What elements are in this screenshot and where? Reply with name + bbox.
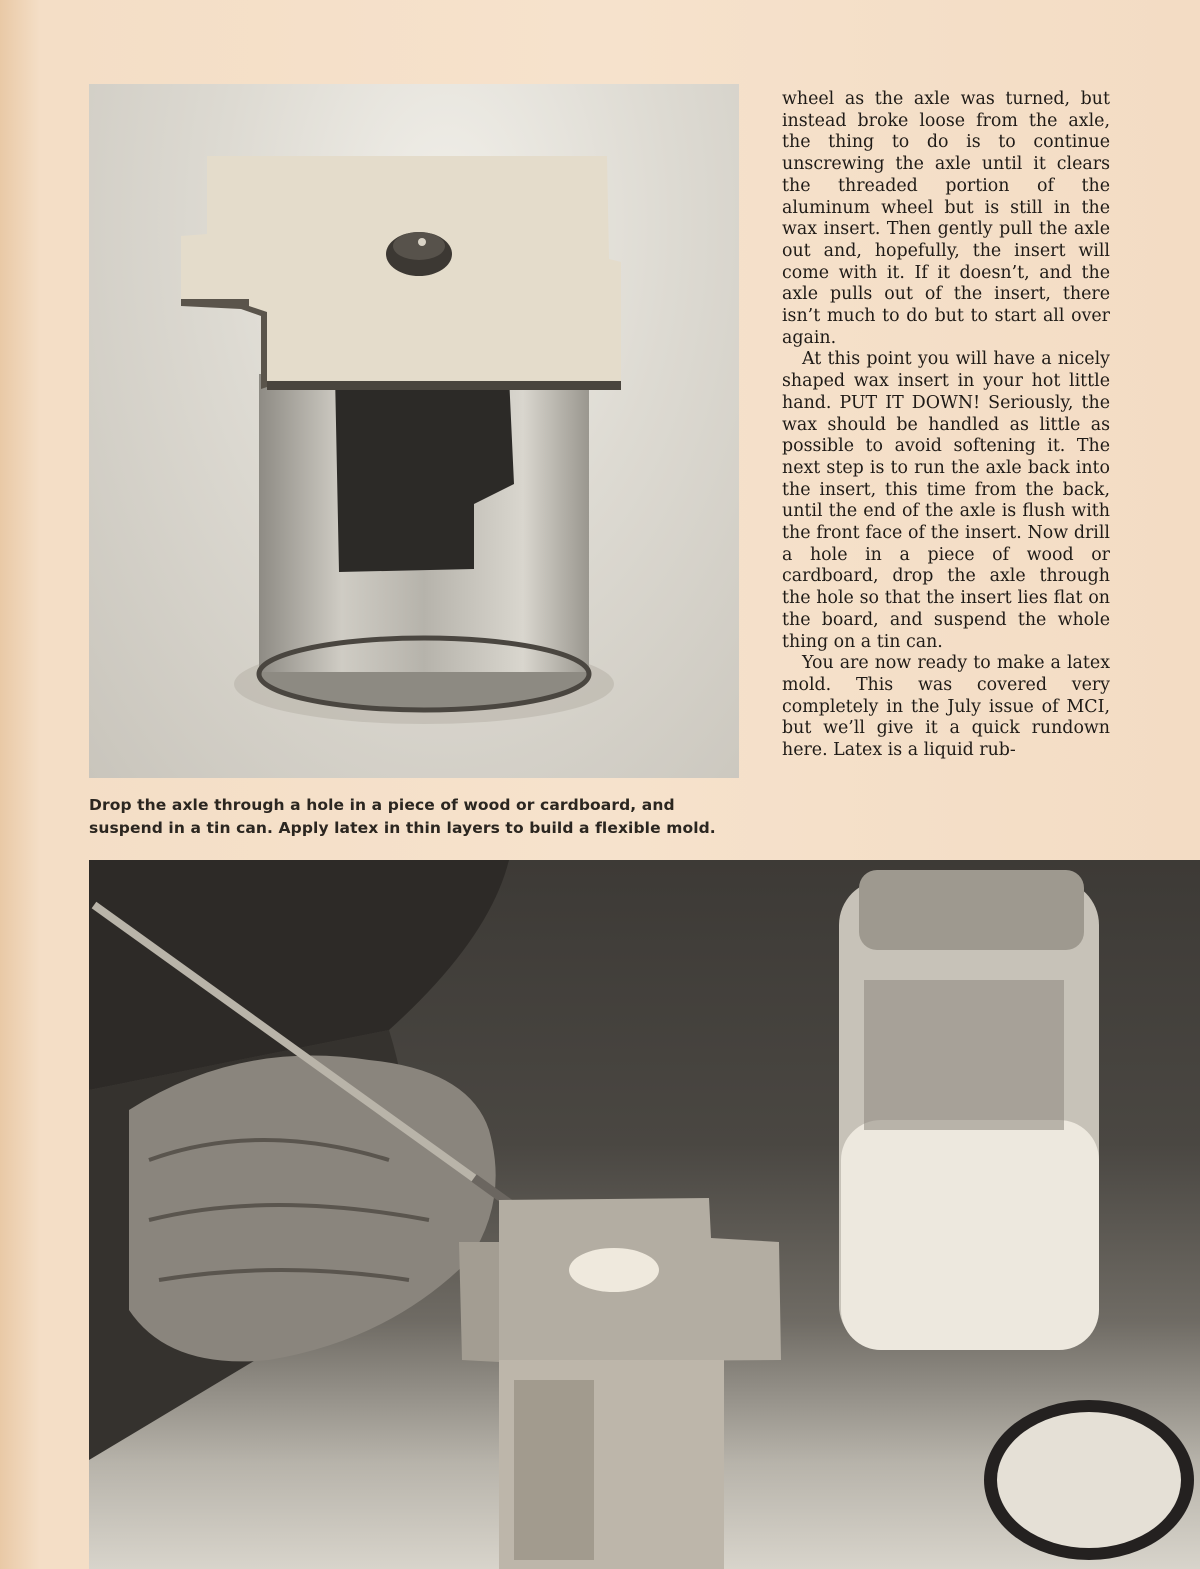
photo-tin-can-with-board — [89, 84, 739, 778]
article-paragraph-1: wheel as the axle was turned, but instead broke loose from the axle, the thing to do is to continue unscrewing the axle until it clears the threaded portion of the aluminum wheel but is still in the wax insert. Then gently pull the axle out and, hopefully, the insert will come with it. If it doesn’t, and the axle pulls out of the insert, there isn’t much to do but to start all over again. — [782, 89, 1110, 348]
photo-caption: Drop the axle through a hole in a piece of wood or cardboard, and suspend in a tin can. Apply latex in thin layers to build a flexible mold. — [89, 796, 716, 837]
photo-applying-latex — [89, 860, 1200, 1569]
article-column — [782, 89, 1110, 762]
article-paragraph-3: You are now ready to make a latex mold. This was covered very completely in the July issue of MCI, but we’ll give it a quick rundown here. Latex is a liquid rub- — [782, 653, 1110, 761]
article-paragraph-2: At this point you will have a nicely shaped wax insert in your hot little hand. PUT IT DOWN! Seriously, the wax should be handled as little as possible to avoid softening it. The next step is to run the axle back into the insert, this time from the back, until the end of the axle is flush with the front face of the insert. Now drill a hole in a piece of wood or cardboard, drop the axle through the hole so that the insert lies flat on the board, and suspend the whole thing on a tin can. — [782, 349, 1110, 652]
